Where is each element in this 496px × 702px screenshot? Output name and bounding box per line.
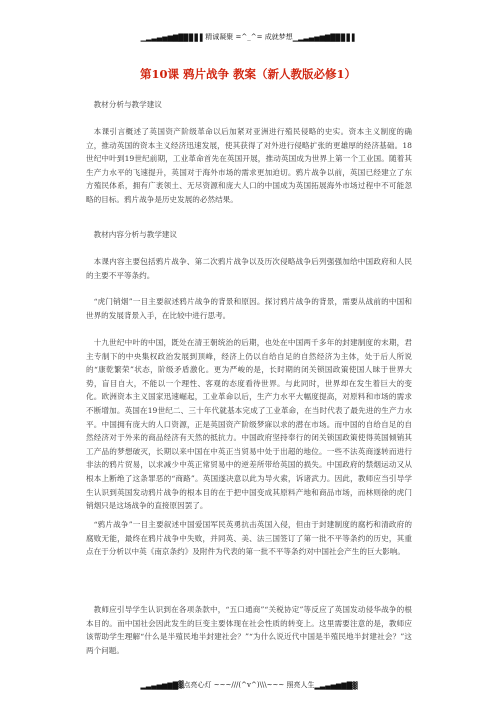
section-heading-content-analysis: 教材内容分析与教学建议 <box>93 230 178 239</box>
footer-banner-text: ▓点亮心灯 ~~~///(^v^)\\\~~~ 照亮人生 <box>178 681 315 689</box>
footer-banner-left-decoration: ▂▃▄▅▆▇█ <box>140 680 179 690</box>
paragraph-intro: 本课引言概述了英国资产阶级革命以后加紧对亚洲进行殖民侵略的史实。资本主义制度的确立，推动英国的资本主义经济迅速发展，使其获得了对外进行侵略扩张的更雄厚的经济基础。18世纪中叶到19世纪前期，工业革命首先在英国开展，推动英国成为世界上第一个工业国。随着其生产力水平的飞速提升，英国对于海外市场的需求更加迫切。鸦片战争以前，英国已经建立了东方殖民体系，拥有广袤领土、无尽资源和庞大人口的中国成为英国拓展海外市场过程中不可能忽略的目标。鸦片战争是历史发展的必然结果。 <box>86 127 412 204</box>
header-banner-left-decoration: ▁▂▃▄▅▆▇█▉▊▋▌ <box>140 32 206 42</box>
section-heading-material-analysis: 教材分析与教学建议 <box>93 100 162 109</box>
header-banner-right-decoration: ▁▂▃▄▅▆▇█▉▊▋▌ <box>292 32 358 42</box>
paragraph-teacher-guidance: 教师应引导学生认识到在各项条款中，“五口通商”“关税协定”等反应了英国发动侵华战争的根本目的。而中国社会因此发生的巨变主要体现在社会性质的转变上。这里需要注意的是，教师应该帮助学生理解“什么是半殖民地半封建社会？”“为什么说近代中国是半殖民地半封建社会？”这两个问题。 <box>86 605 412 655</box>
header-banner <box>86 32 412 42</box>
paragraph-opium-war: “鸦片战争”一目主要叙述中国爱国军民英勇抗击英国入侵，但由于封建制度的腐朽和清政府的腐败无能，最终在鸦片战争中失败，并同英、美、法三国签订了第一批不平等条约的历史，其重点在于分析以中英《南京条约》及附件为代表的第一批不平等条约对中国社会产生的巨大影响。 <box>86 520 412 557</box>
document-title: 第10课 鸦片战争 教案（新人教版必修1） <box>139 67 356 81</box>
paragraph-humen-background: “虎门销烟”一目主要叙述鸦片战争的背景和原因。探讨鸦片战争的背景，需要从战前的中国和世界的发展背景入手，在比较中进行思考。 <box>86 297 412 320</box>
paragraph-content-summary: 本课内容主要包括鸦片战争、第二次鸦片战争以及历次侵略战争后列强强加给中国政府和人民的主要不平等条约。 <box>86 257 412 280</box>
header-banner-text: 精诚凝聚 =^_^= 成就梦想 <box>205 33 293 41</box>
footer-banner <box>86 680 412 690</box>
footer-banner-right-decoration: ▂▃▄▅▆▇█▓ <box>314 680 358 690</box>
paragraph-19th-century-china: 十九世纪中叶的中国，既处在清王朝统治的后期，也处在中国两千多年的封建制度的末期，君主专制下的中央集权政治发展到顶峰，经济上仍以自给自足的自然经济为主体，处于后人所说的“康乾繁荣”状态，阶级矛盾激化。更为严峻的是，长时期的闭关锁国政策使国人昧于世界大势，盲目自大，不能以一个理性、客观的态度看待世界。与此同时，世界却在发生着巨大的变化。欧洲资本主义国家迅速崛起，工业革命以后，生产力水平大幅度提高，对原料和市场的需求不断增加。英国在19世纪二、三十年代就基本完成了工业革命，在当时代表了最先进的生产力水平。中国拥有庞大的人口资源，正是英国资产阶级梦寐以求的潜在市场。而中国的自给自足的自然经济对于外来的商品经济有天然的抵抗力。中国政府坚持奉行的闭关锁国政策使得英国倾销其工产品的梦想破灭，长期以来中国在中英正当贸易中处于出超的地位。一些不法英商遂转而进行非法的鸦片贸易，以求减少中英正常贸易中的逆差所带给英国的损失。中国政府的禁烟运动又从根本上断绝了这条罪恶的“商路”。英国遂决意以此为导火索，诉诸武力。因此，教师应当引导学生认识到英国发动鸦片战争的根本目的在于把中国变成其原料产地和商品市场，而林则徐的虎门销烟只是这场战争的直接原因罢了。 <box>86 338 412 511</box>
